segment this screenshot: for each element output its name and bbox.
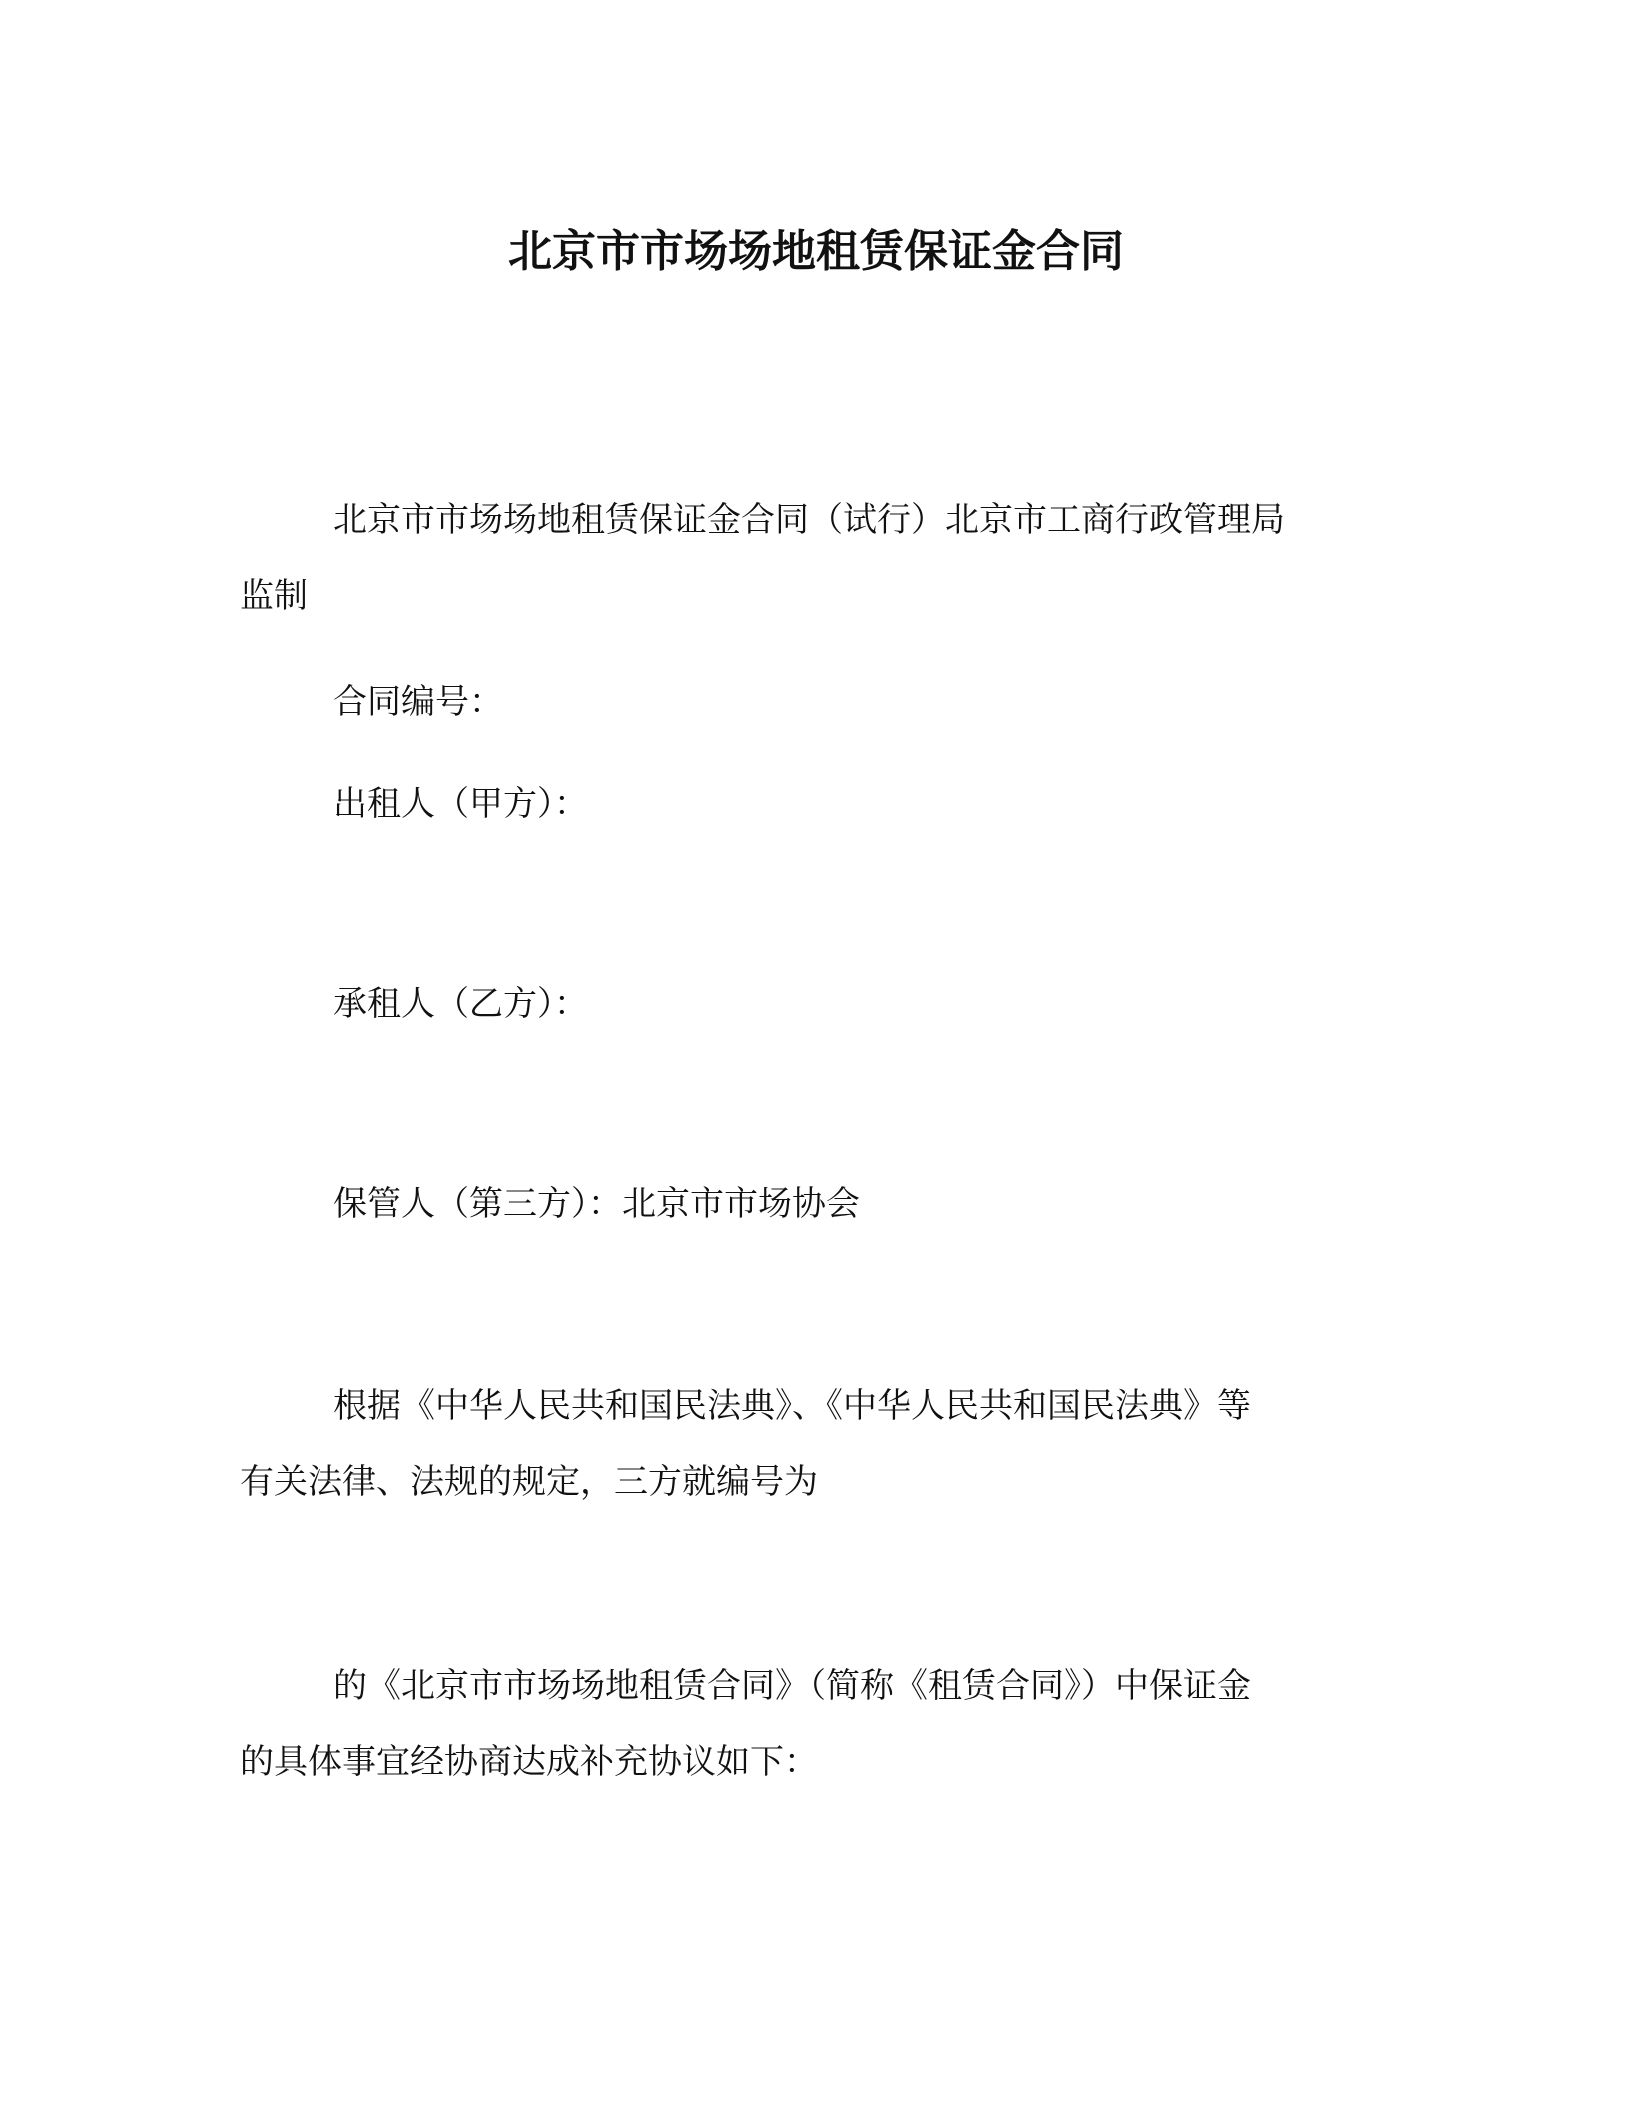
agreement-line-1: 的《北京市市场场地租赁合同》（简称《租赁合同》）中保证金	[333, 1666, 1251, 1706]
lessor-label: 出租人（甲方）：	[333, 784, 588, 824]
agreement-paragraph	[240, 1648, 1380, 1800]
basis-line-1: 根据《中华人民共和国民法典》、《中华人民共和国民法典》等	[333, 1386, 1251, 1426]
header-line-1: 北京市市场场地租赁保证金合同（试行）北京市工商行政管理局	[333, 500, 1285, 540]
lessor-paragraph	[240, 766, 1380, 842]
header-line-2: 监制	[240, 576, 308, 616]
basis-paragraph	[240, 1368, 1380, 1520]
document-title: 北京市市场场地租赁保证金合同	[508, 226, 1124, 277]
custodian-label: 保管人（第三方）：北京市市场协会	[333, 1184, 860, 1224]
basis-line-2: 有关法律、法规的规定，三方就编号为	[240, 1462, 818, 1502]
custodian-paragraph	[240, 1166, 1380, 1242]
header-paragraph	[240, 482, 1380, 634]
lessee-paragraph	[240, 966, 1380, 1042]
contract-number-paragraph	[240, 664, 1380, 740]
lessee-label: 承租人（乙方）：	[333, 984, 588, 1024]
agreement-line-2: 的具体事宜经协商达成补充协议如下：	[240, 1742, 818, 1782]
contract-number-label: 合同编号：	[333, 682, 503, 722]
